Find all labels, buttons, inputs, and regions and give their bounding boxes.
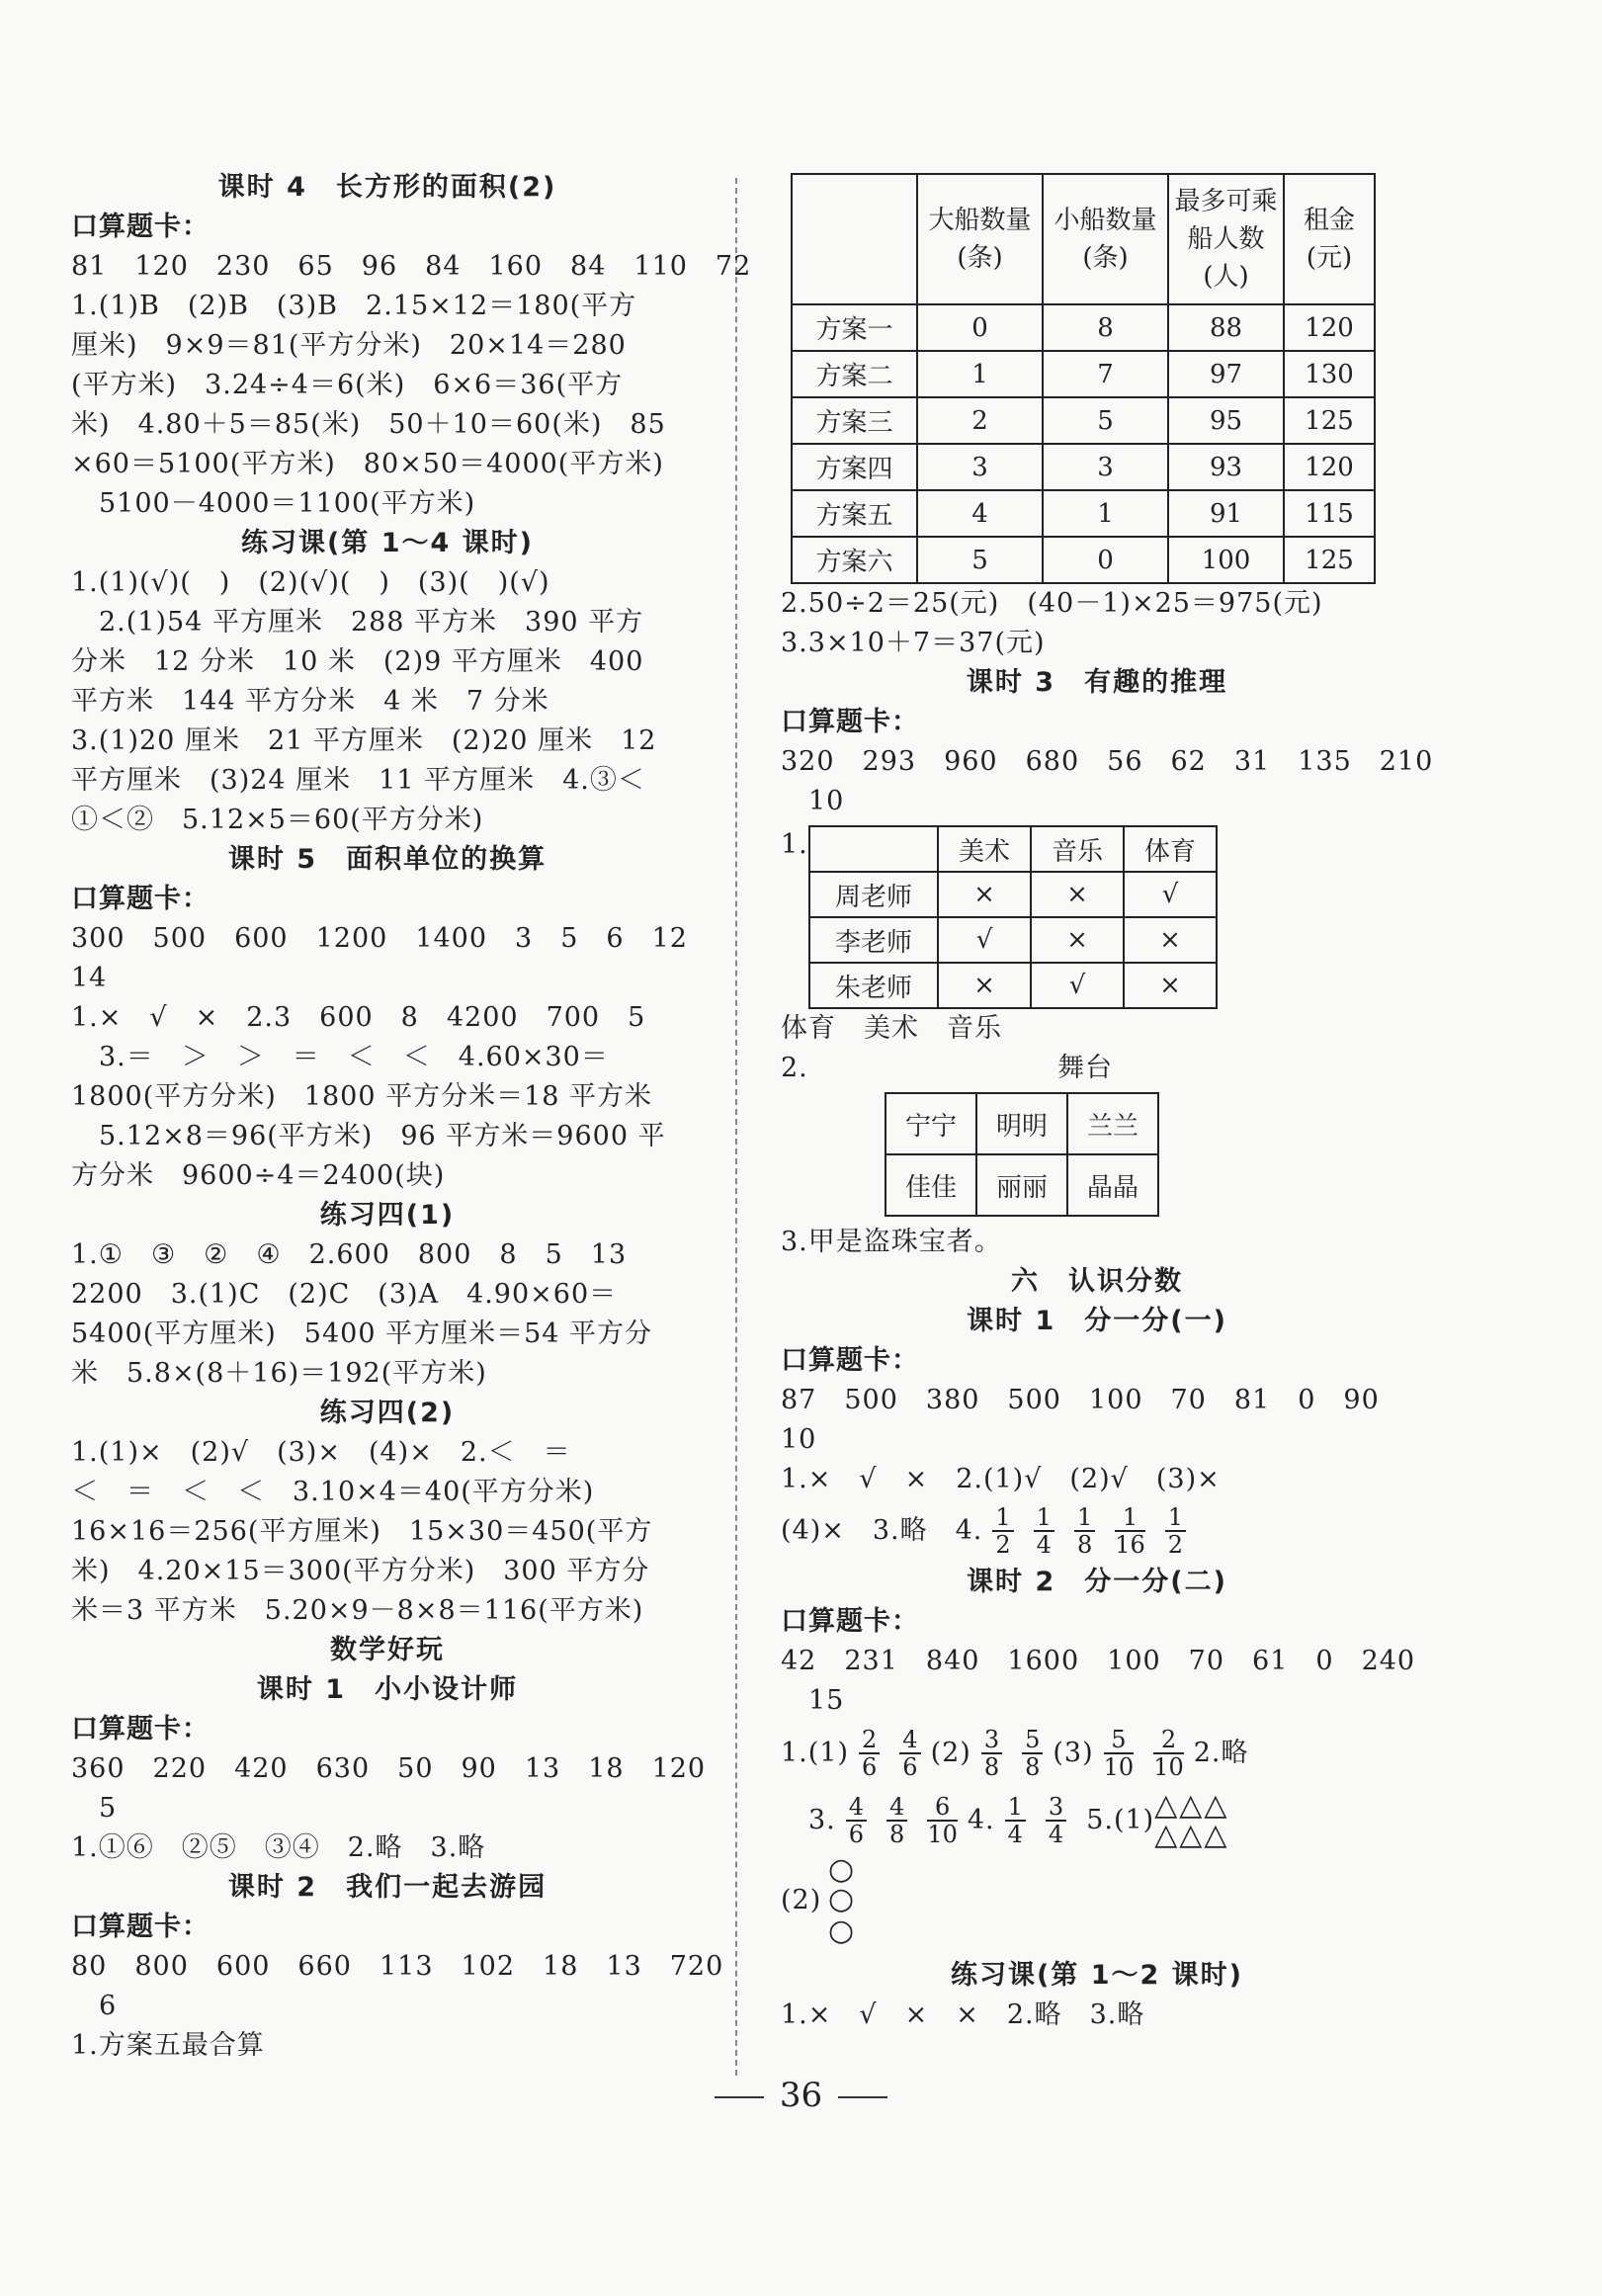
denominator: 2 [1167, 1531, 1184, 1559]
denominator: 4 [1036, 1531, 1052, 1559]
designer-lesson-title: 课时 1 小小设计师 [256, 1674, 519, 1705]
table-cell: √ [1124, 872, 1217, 917]
table-cell: 方案六 [792, 537, 917, 583]
park-answer: 2.50÷2＝25(元) (40－1)×25＝975(元) [781, 588, 1323, 619]
table-cell: 115 [1284, 490, 1375, 537]
table-cell: 李老师 [809, 917, 938, 963]
table-row [792, 304, 1375, 351]
numerator: 1 [1165, 1504, 1186, 1532]
numerator: 4 [846, 1794, 867, 1822]
denominator: 6 [848, 1821, 865, 1848]
fraction [899, 1727, 920, 1780]
circle-group [781, 1852, 1413, 1950]
table-header-row [809, 826, 1217, 872]
fraction2-nums: 42 231 840 1600 100 70 61 0 240 [781, 1646, 1416, 1676]
lesson4-answer: 5100－4000＝1100(平方米) [99, 488, 476, 519]
table-cell: 100 [1168, 537, 1284, 583]
table-row [809, 917, 1217, 963]
fraction [1165, 1504, 1186, 1558]
numerator: 3 [1046, 1794, 1066, 1822]
fraction [1153, 1727, 1184, 1780]
lesson4-card: 口算题卡： [71, 212, 210, 242]
numerator: 4 [899, 1727, 920, 1754]
denominator: 6 [862, 1753, 878, 1781]
table-cell: 晶晶 [1067, 1154, 1158, 1216]
table-header: 音乐 [1031, 826, 1124, 872]
fun-math-title: 数学好玩 [330, 1635, 445, 1665]
fraction [859, 1727, 880, 1780]
lesson4-title: 课时 4 长方形的面积(2) [217, 172, 557, 203]
fraction1-lesson-title: 课时 1 分一分(一) [967, 1306, 1227, 1336]
practice1-answer: 平方米 144 平方分米 4 米 7 分米 [71, 686, 549, 717]
exercise4-1-title: 练习四(1) [319, 1200, 456, 1231]
left-column [71, 168, 752, 2066]
fraction2-q1: (2) [930, 1738, 971, 1768]
table-header-row [792, 174, 1375, 304]
lesson4-nums: 81 120 230 65 96 84 160 84 110 72 [71, 251, 752, 282]
table-cell: 兰兰 [1067, 1093, 1158, 1154]
table-header: 大船数量(条) [917, 174, 1043, 304]
denominator: 8 [1025, 1753, 1041, 1781]
denominator: 10 [1103, 1753, 1135, 1781]
practice1-answer: 分米 12 分米 10 米 (2)9 平方厘米 400 [71, 646, 644, 677]
page-number: 36 [779, 2076, 823, 2115]
fraction1-answer: (4)× 3.略 4. [781, 1515, 983, 1546]
table-header [792, 174, 917, 304]
question-number: 1. [781, 829, 808, 860]
exercise4-1-answer: 2200 3.(1)C (2)C (3)A 4.90×60＝ [71, 1279, 618, 1310]
fraction2-q1-row [781, 1721, 1413, 1786]
lesson4-answer: ×60＝5100(平方米) 80×50＝4000(平方米) [71, 449, 664, 479]
numerator: 1 [1034, 1504, 1054, 1532]
practice2-title: 练习课(第 1～2 课时) [950, 1960, 1244, 1991]
table-header: 美术 [938, 826, 1031, 872]
fraction [927, 1794, 958, 1847]
fraction2-card: 口算题卡： [781, 1606, 919, 1637]
fraction1-answer: 1.× √ × 2.(1)√ (2)√ (3)× [781, 1464, 1221, 1494]
reasoning-card: 口算题卡： [781, 707, 919, 737]
reasoning-q2 [781, 1049, 1413, 1088]
lesson5-title: 课时 5 面积单位的换算 [227, 844, 548, 875]
fraction [1022, 1727, 1043, 1780]
triangle-row: △△△ [1154, 1818, 1229, 1852]
table-row [792, 490, 1375, 537]
table-cell: 5 [1043, 397, 1168, 444]
numerator: 1 [992, 1504, 1013, 1532]
practice1-answer: 2.(1)54 平方厘米 288 平方米 390 平方 [99, 607, 644, 638]
exercise4-1-answer: 5400(平方厘米) 5400 平方厘米＝54 平方分 [71, 1318, 653, 1349]
fraction [1074, 1504, 1095, 1558]
park-answer: 3.3×10＋7＝37(元) [781, 628, 1046, 658]
practice2-answer: 1.× √ × × 2.略 3.略 [781, 1999, 1145, 2030]
table-cell: 5 [917, 537, 1043, 583]
table-cell: 方案一 [792, 304, 917, 351]
table-cell: √ [1031, 963, 1124, 1008]
numerator: 1 [1074, 1504, 1095, 1532]
table-cell: 91 [1168, 490, 1284, 537]
circle-shape: ○ [828, 1882, 857, 1916]
denominator: 16 [1115, 1531, 1145, 1559]
right-column [781, 173, 1434, 2035]
table-row [885, 1093, 1158, 1154]
exercise4-1-answer: 1.① ③ ② ④ 2.600 800 8 5 13 [71, 1239, 628, 1270]
numerator: 1 [1005, 1794, 1026, 1822]
fraction2-q4: 4. [967, 1805, 995, 1835]
practice1-answer: ①＜② 5.12×5＝60(平方分米) [71, 805, 484, 835]
table-cell: √ [938, 917, 1031, 963]
park-answer: 1.方案五最合算 [71, 2030, 265, 2061]
table-cell: 125 [1284, 537, 1375, 583]
designer-answer: 1.①⑥ ②⑤ ③④ 2.略 3.略 [71, 1832, 486, 1863]
table-cell: 方案三 [792, 397, 917, 444]
fraction1-nums: 87 500 380 500 100 70 81 0 90 [781, 1385, 1380, 1415]
numerator: 5 [1022, 1727, 1043, 1754]
table-row [792, 537, 1375, 583]
table-cell: 1 [917, 351, 1043, 397]
reasoning-q1 [781, 825, 1413, 1009]
table-cell: × [1124, 917, 1217, 963]
lesson5-answer: 1.× √ × 2.3 600 8 4200 700 5 [71, 1002, 646, 1033]
denominator: 8 [889, 1821, 905, 1848]
fraction [1034, 1504, 1054, 1558]
lesson4-answer: (平方米) 3.24÷4＝6(米) 6×6＝36(平方 [71, 370, 624, 400]
reasoning-nums: 10 [808, 786, 845, 816]
exercise4-2-answer: 16×16＝256(平方厘米) 15×30＝450(平方 [71, 1516, 653, 1547]
question-number: 2. [781, 1053, 808, 1083]
table-cell: 周老师 [809, 872, 938, 917]
fraction2-q2: 2.略 [1193, 1738, 1249, 1768]
lesson5-nums: 300 500 600 1200 1400 3 5 6 12 [71, 923, 688, 954]
designer-nums: 5 [99, 1793, 118, 1824]
table-row [792, 397, 1375, 444]
boat-plan-table [791, 173, 1376, 584]
lesson4-answer: 1.(1)B (2)B (3)B 2.15×12＝180(平方 [71, 291, 637, 321]
table-cell: 1 [1043, 490, 1168, 537]
reasoning-lesson-title: 课时 3 有趣的推理 [966, 667, 1228, 698]
table-cell: 4 [917, 490, 1043, 537]
circle-shape: ○ [828, 1852, 857, 1887]
table-row [792, 351, 1375, 397]
designer-nums: 360 220 420 630 50 90 13 18 120 [71, 1753, 707, 1784]
table-cell: 明明 [976, 1093, 1067, 1154]
exercise4-2-answer: 1.(1)× (2)√ (3)× (4)× 2.＜ ＝ [71, 1437, 571, 1468]
table-cell: 120 [1284, 444, 1375, 490]
lesson4-answer: 米) 4.80＋5＝85(米) 50＋10＝60(米) 85 [71, 409, 666, 440]
table-cell: 0 [1043, 537, 1168, 583]
table-header [809, 826, 938, 872]
table-cell: 130 [1284, 351, 1375, 397]
fraction [1115, 1504, 1145, 1558]
fraction1-card: 口算题卡： [781, 1345, 919, 1376]
reasoning-answer: 体育 美术 音乐 [781, 1013, 1002, 1044]
seating-table [885, 1092, 1159, 1217]
table-cell: 120 [1284, 304, 1375, 351]
teacher-subject-table [808, 825, 1218, 1009]
denominator: 4 [1007, 1821, 1023, 1848]
denominator: 8 [983, 1753, 1000, 1781]
fraction2-nums: 15 [808, 1685, 845, 1716]
table-cell: × [938, 872, 1031, 917]
numerator: 2 [1153, 1727, 1184, 1754]
exercise4-2-title: 练习四(2) [319, 1398, 456, 1428]
footer-dash [715, 2096, 764, 2098]
table-cell: × [1031, 917, 1124, 963]
practice1-answer: 3.(1)20 厘米 21 平方厘米 (2)20 厘米 12 [71, 725, 657, 756]
exercise4-1-answer: 米 5.8×(8＋16)＝192(平方米) [71, 1358, 487, 1389]
table-cell: 朱老师 [809, 963, 938, 1008]
numerator: 5 [1104, 1727, 1135, 1754]
fraction1-nums: 10 [781, 1424, 817, 1455]
triangle-row: △△△ [1154, 1788, 1229, 1823]
denominator: 4 [1048, 1821, 1064, 1848]
table-cell: × [938, 963, 1031, 1008]
exercise4-2-answer: ＜ ＝ ＜ ＜ 3.10×4＝40(平方分米) [71, 1477, 595, 1507]
triangle-group [1154, 1788, 1229, 1852]
numerator: 1 [1115, 1504, 1145, 1532]
fraction [981, 1727, 1002, 1780]
table-cell: 3 [1043, 444, 1168, 490]
table-row [885, 1154, 1158, 1216]
fraction1-answer-row [781, 1499, 1413, 1563]
lesson5-answer: 3.＝ ＞ ＞ ＝ ＜ ＜ 4.60×30＝ [99, 1042, 609, 1072]
lesson5-answer: 1800(平方分米) 1800 平方分米＝18 平方米 [71, 1081, 653, 1112]
denominator: 10 [927, 1821, 958, 1848]
park-nums: 6 [99, 1991, 118, 2021]
table-row [809, 963, 1217, 1008]
table-cell: 佳佳 [885, 1154, 976, 1216]
table-header: 租金(元) [1284, 174, 1375, 304]
table-cell: 2 [917, 397, 1043, 444]
exercise4-2-answer: 米＝3 平方米 5.20×9－8×8＝116(平方米) [71, 1595, 644, 1626]
table-cell: 97 [1168, 351, 1284, 397]
fraction2-q3: 3. [808, 1805, 836, 1835]
fraction [1005, 1794, 1026, 1847]
table-cell: 方案四 [792, 444, 917, 490]
fraction [992, 1504, 1013, 1558]
park-card: 口算题卡： [71, 1912, 210, 1942]
table-header: 最多可乘船人数(人) [1168, 174, 1284, 304]
fraction2-q3-row [781, 1786, 1413, 1855]
numerator: 3 [981, 1727, 1002, 1754]
unit6-title: 六 认识分数 [1011, 1266, 1183, 1297]
table-cell: 7 [1043, 351, 1168, 397]
numerator: 4 [886, 1794, 907, 1822]
table-cell: 0 [917, 304, 1043, 351]
table-cell: 125 [1284, 397, 1375, 444]
table-cell: 3 [917, 444, 1043, 490]
park-nums: 80 800 600 660 113 102 18 13 720 [71, 1951, 724, 1982]
table-cell: × [1124, 963, 1217, 1008]
practice1-answer: 1.(1)(√)( ) (2)(√)( ) (3)( )(√) [71, 567, 550, 598]
exercise4-2-answer: 米) 4.20×15＝300(平方分米) 300 平方分 [71, 1556, 650, 1586]
table-cell: 宁宁 [885, 1093, 976, 1154]
stage-label: 舞台 [1057, 1053, 1113, 1083]
fraction2-q5: 5.(1) [1086, 1805, 1155, 1835]
fraction2-q5b: (2) [781, 1885, 822, 1915]
table-row [809, 872, 1217, 917]
lesson5-nums: 14 [71, 963, 108, 993]
column-divider [735, 178, 737, 2076]
lesson5-card: 口算题卡： [71, 884, 210, 914]
circle-shape: ○ [828, 1913, 857, 1948]
lesson5-answer: 5.12×8＝96(平方米) 96 平方米＝9600 平 [99, 1121, 666, 1151]
fraction2-lesson-title: 课时 2 分一分(二) [967, 1567, 1227, 1597]
table-cell: 95 [1168, 397, 1284, 444]
page-footer [0, 2076, 1602, 2115]
table-cell: 方案五 [792, 490, 917, 537]
table-cell: 丽丽 [976, 1154, 1067, 1216]
reasoning-nums: 320 293 960 680 56 62 31 135 210 [781, 746, 1434, 777]
denominator: 10 [1153, 1753, 1184, 1781]
denominator: 6 [902, 1753, 918, 1781]
denominator: 8 [1076, 1531, 1093, 1559]
table-header: 体育 [1124, 826, 1217, 872]
numerator: 2 [859, 1727, 880, 1754]
lesson4-answer: 厘米) 9×9＝81(平方分米) 20×14＝280 [71, 330, 627, 361]
table-row [792, 444, 1375, 490]
table-cell: 88 [1168, 304, 1284, 351]
practice1-title: 练习课(第 1～4 课时) [240, 528, 535, 558]
numerator: 6 [927, 1794, 958, 1822]
fraction [1104, 1727, 1135, 1780]
fraction [846, 1794, 867, 1847]
fraction [1046, 1794, 1066, 1847]
fraction2-q1: 1.(1) [781, 1738, 850, 1768]
lesson5-answer: 方分米 9600÷4＝2400(块) [71, 1160, 446, 1191]
fraction [886, 1794, 907, 1847]
practice1-answer: 平方厘米 (3)24 厘米 11 平方厘米 4.③＜ [71, 765, 645, 796]
table-cell: 方案二 [792, 351, 917, 397]
footer-dash [838, 2096, 887, 2098]
reasoning-answer: 3.甲是盗珠宝者。 [781, 1227, 1002, 1257]
table-cell: 8 [1043, 304, 1168, 351]
fraction2-q1: (3) [1053, 1738, 1094, 1768]
table-header: 小船数量(条) [1043, 174, 1168, 304]
park-lesson-title: 课时 2 我们一起去游园 [227, 1872, 548, 1903]
table-cell: 93 [1168, 444, 1284, 490]
denominator: 2 [995, 1531, 1011, 1559]
table-cell: × [1031, 872, 1124, 917]
designer-card: 口算题卡： [71, 1714, 210, 1744]
